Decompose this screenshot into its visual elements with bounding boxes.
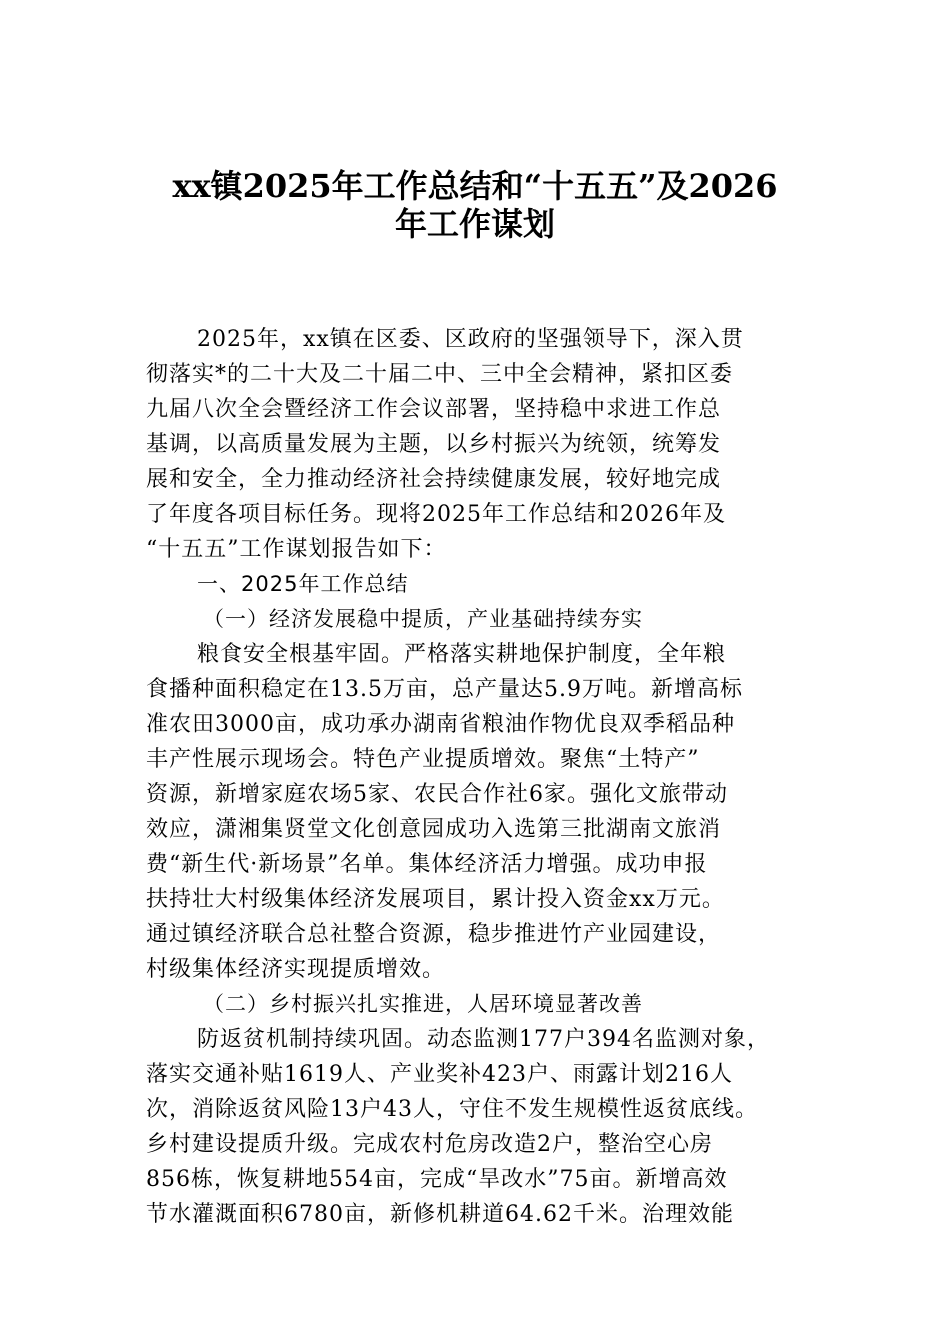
body-line: 乡村建设提质升级。完成农村危房改造2户，整治空心房 — [146, 1132, 713, 1157]
body-line: 基调，以高质量发展为主题，以乡村振兴为统领，统筹发 — [146, 432, 722, 457]
body-line: 落实交通补贴1619人、产业奖补423户、雨露计划216人 — [146, 1062, 733, 1087]
body-line: “十五五”工作谋划报告如下： — [146, 537, 447, 562]
body-line: 防返贫机制持续巩固。动态监测177户394名监测对象， — [197, 1027, 770, 1052]
document-body — [146, 322, 806, 1232]
body-line: 次，消除返贫风险13户43人，守住不发生规模性返贫底线。 — [146, 1097, 758, 1122]
body-line: 了年度各项目标任务。现将2025年工作总结和2026年及 — [146, 502, 726, 527]
body-line: 食播种面积稳定在13.5万亩，总产量达5.9万吨。新增高标 — [146, 677, 743, 702]
body-line: 丰产性展示现场会。特色产业提质增效。聚焦“土特产” — [146, 747, 700, 772]
body-line: 通过镇经济联合总社整合资源，稳步推进竹产业园建设， — [146, 922, 722, 947]
document-title-line-2: 年工作谋划 — [394, 205, 555, 243]
body-line: 资源，新增家庭农场5家、农民合作社6家。强化文旅带动 — [146, 782, 728, 807]
body-line: 效应，潇湘集贤堂文化创意园成功入选第三批湖南文旅消 — [146, 817, 722, 842]
body-line: 彻落实*的二十大及二十届二中、三中全会精神，紧扣区委 — [146, 362, 734, 387]
subsection-heading-1: （一）经济发展稳中提质，产业基础持续夯实 — [203, 607, 643, 631]
body-line: 展和安全，全力推动经济社会持续健康发展，较好地完成 — [146, 467, 722, 492]
body-line: 2025年，xx镇在区委、区政府的坚强领导下，深入贯 — [197, 327, 744, 352]
body-line: 节水灌溉面积6780亩，新修机耕道64.62千米。治理效能 — [146, 1202, 734, 1227]
body-line: 九届八次全会暨经济工作会议部署，坚持稳中求进工作总 — [146, 397, 722, 422]
document-title-line-1: xx镇2025年工作总结和“十五五”及2026 — [172, 167, 778, 205]
body-line: 粮食安全根基牢固。严格落实耕地保护制度，全年粮 — [197, 642, 727, 667]
body-line: 856栋，恢复耕地554亩，完成“旱改水”75亩。新增高效 — [146, 1167, 728, 1192]
section-heading-1: 一、2025年工作总结 — [197, 572, 409, 596]
body-line: 费“新生代·新场景”名单。集体经济活力增强。成功申报 — [146, 852, 708, 877]
subsection-heading-2: （二）乡村振兴扎实推进，人居环境显著改善 — [203, 992, 643, 1016]
body-line: 扶持壮大村级集体经济发展项目，累计投入资金xx万元。 — [146, 887, 725, 912]
body-line: 准农田3000亩，成功承办湖南省粮油作物优良双季稻品种 — [146, 712, 735, 737]
body-line: 村级集体经济实现提质增效。 — [146, 957, 446, 982]
